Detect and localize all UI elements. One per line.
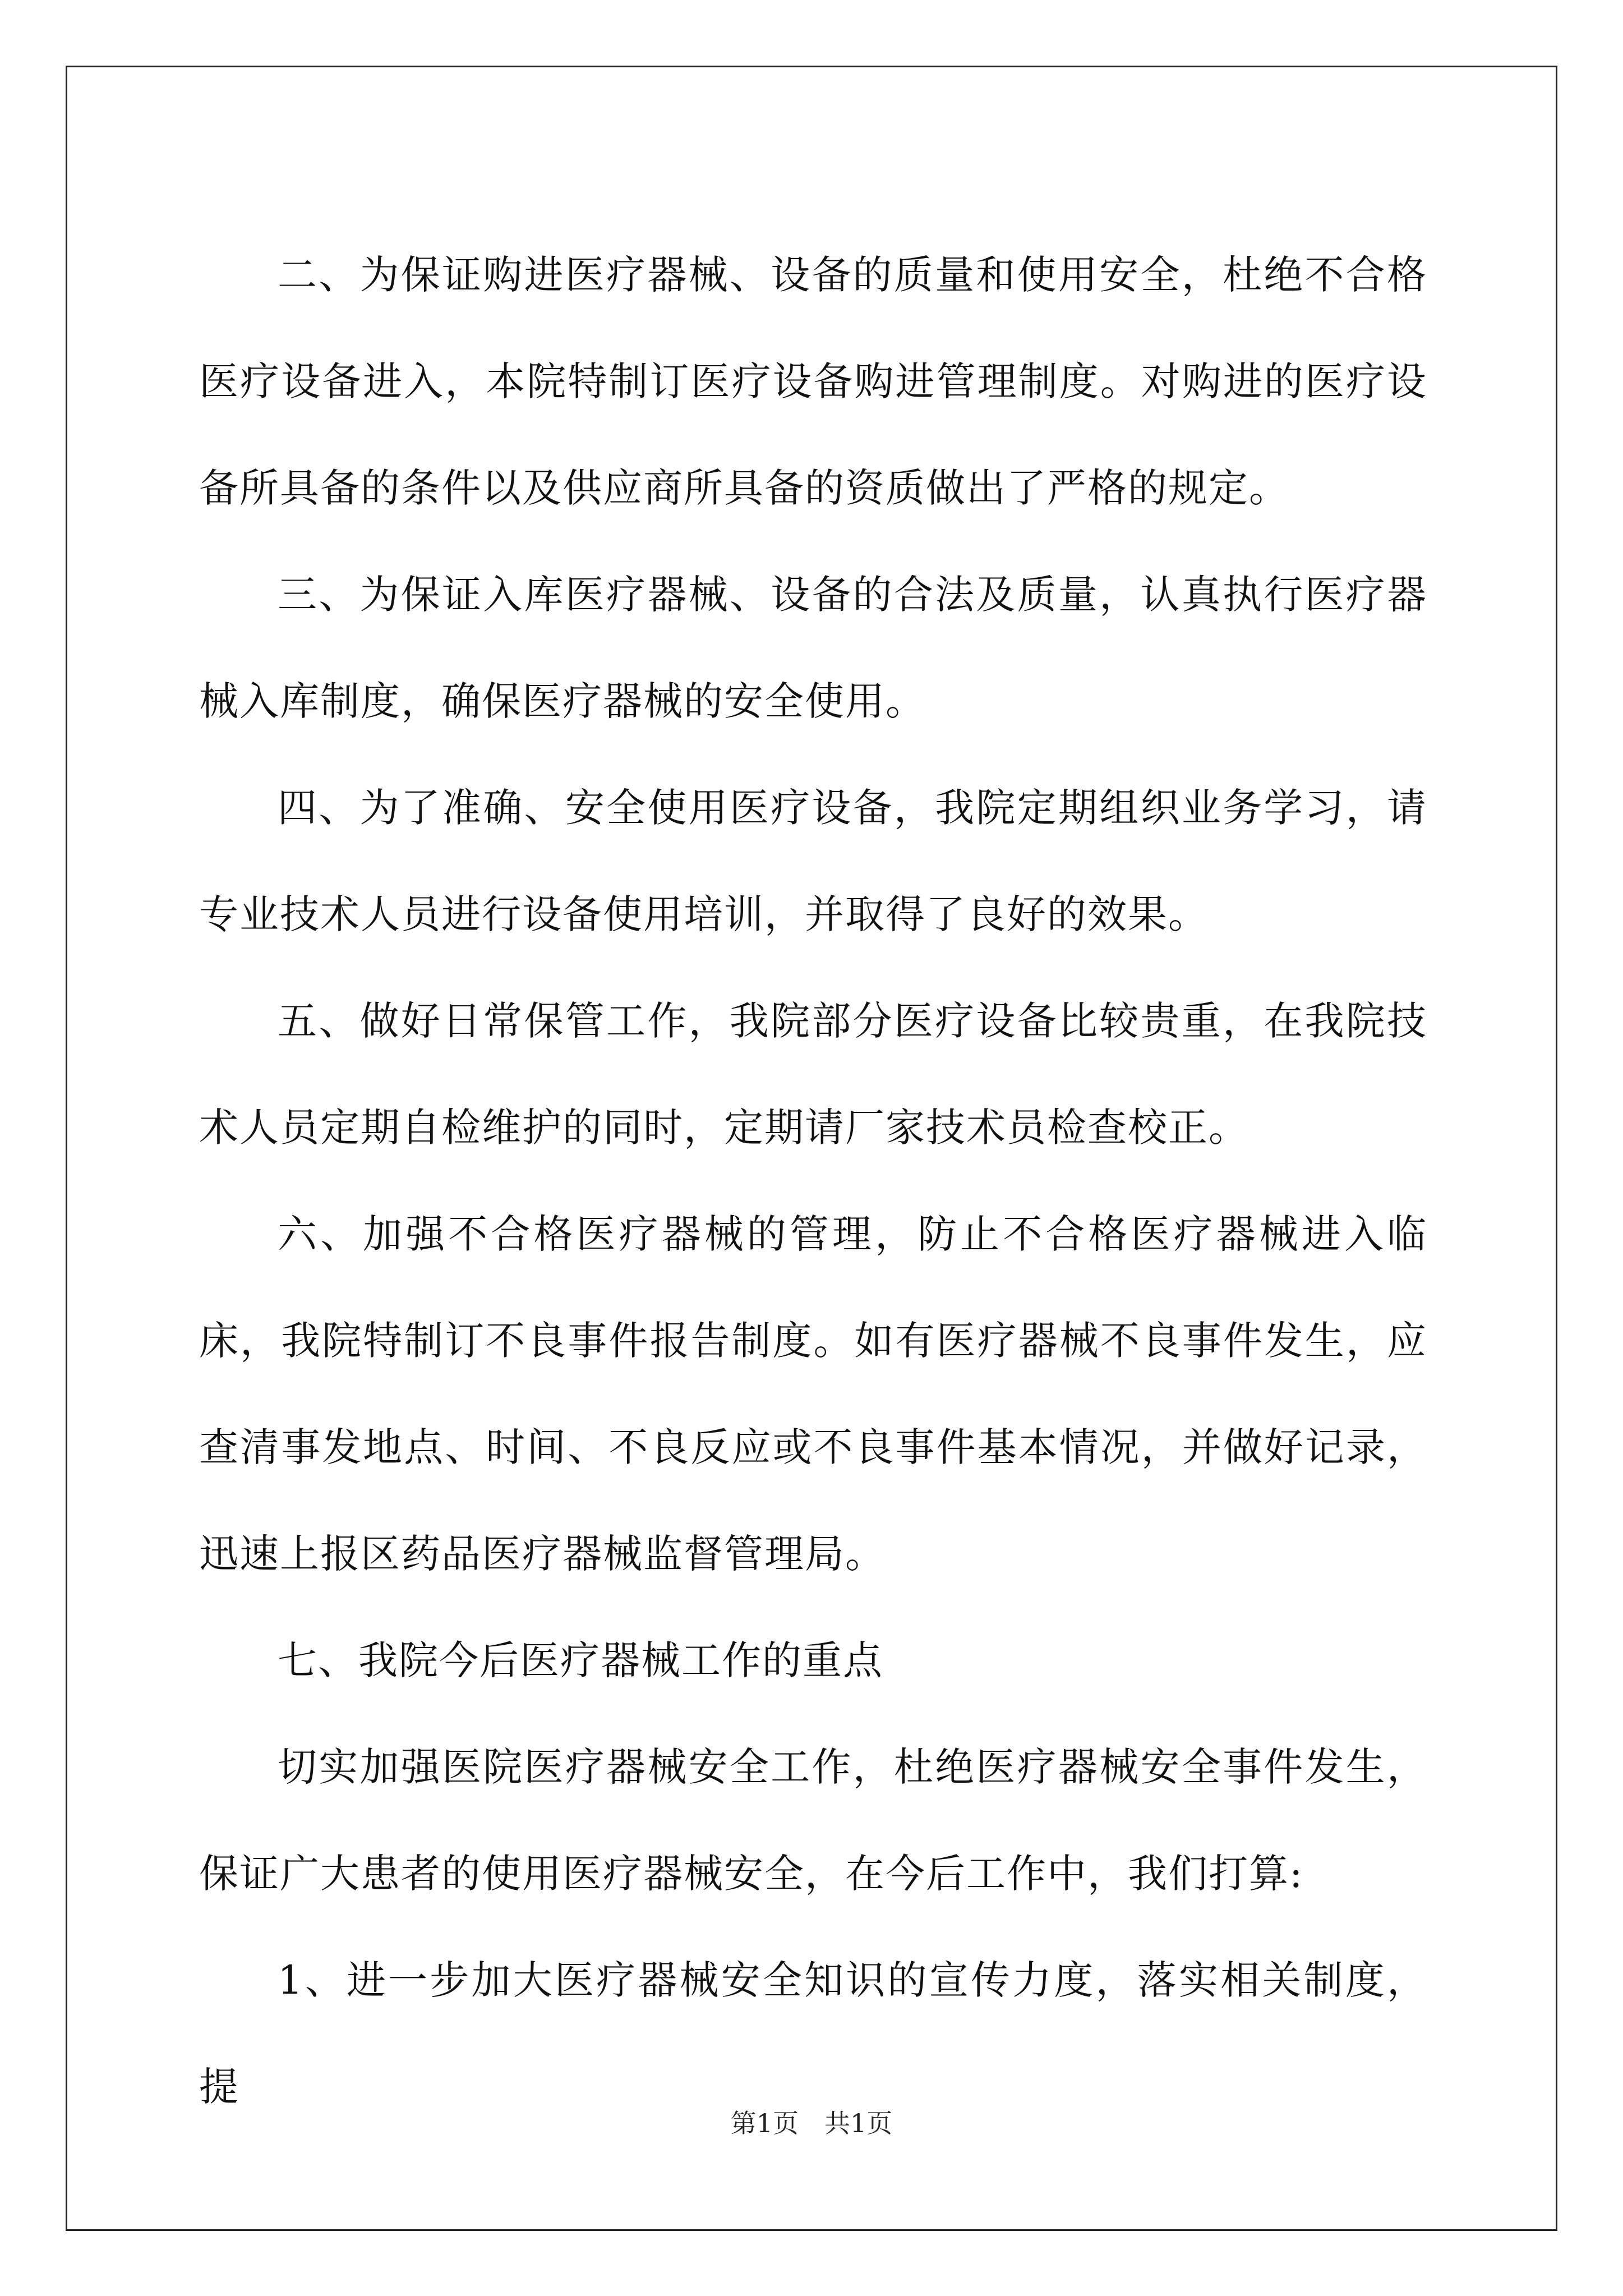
- paragraph-7-heading: 七、我院今后医疗器械工作的重点: [278, 1637, 883, 1683]
- paragraph-item-1: 1、进一步加大医疗器械安全知识的宣传力度，落实相关制度，提: [199, 1957, 1427, 2110]
- paragraph-5-maintenance: 五、做好日常保管工作，我院部分医疗设备比较贵重，在我院技术人员定期自检维护的同时，定期请厂家技术员检查校正。: [199, 998, 1427, 1151]
- paragraph-4-training: 四、为了准确、安全使用医疗设备，我院定期组织业务学习，请专业技术人员进行设备使用培训，并取得了良好的效果。: [199, 785, 1427, 937]
- document-body: [199, 222, 1427, 2140]
- paragraph-future-plan: 切实加强医院医疗器械安全工作，杜绝医疗器械安全事件发生，保证广大患者的使用医疗器械安全，在今后工作中，我们打算:: [199, 1744, 1427, 1897]
- paragraph-2-procurement: 二、为保证购进医疗器械、设备的质量和使用安全，杜绝不合格医疗设备进入，本院特制订医疗设备购进管理制度。对购进的医疗设备所具备的条件以及供应商所具备的资质做出了严格的规定。: [199, 252, 1427, 511]
- page-footer: 第1页 共1页: [730, 2108, 893, 2138]
- paragraph-6-adverse-events: 六、加强不合格医疗器械的管理，防止不合格医疗器械进入临床，我院特制订不良事件报告制度。如有医疗器械不良事件发生，应查清事发地点、时间、不良反应或不良事件基本情况，并做好记录，迅速上报区药品医疗器械监督管理局。: [199, 1211, 1427, 1577]
- paragraph-3-warehousing: 三、为保证入库医疗器械、设备的合法及质量，认真执行医疗器械入库制度，确保医疗器械的安全使用。: [199, 572, 1427, 724]
